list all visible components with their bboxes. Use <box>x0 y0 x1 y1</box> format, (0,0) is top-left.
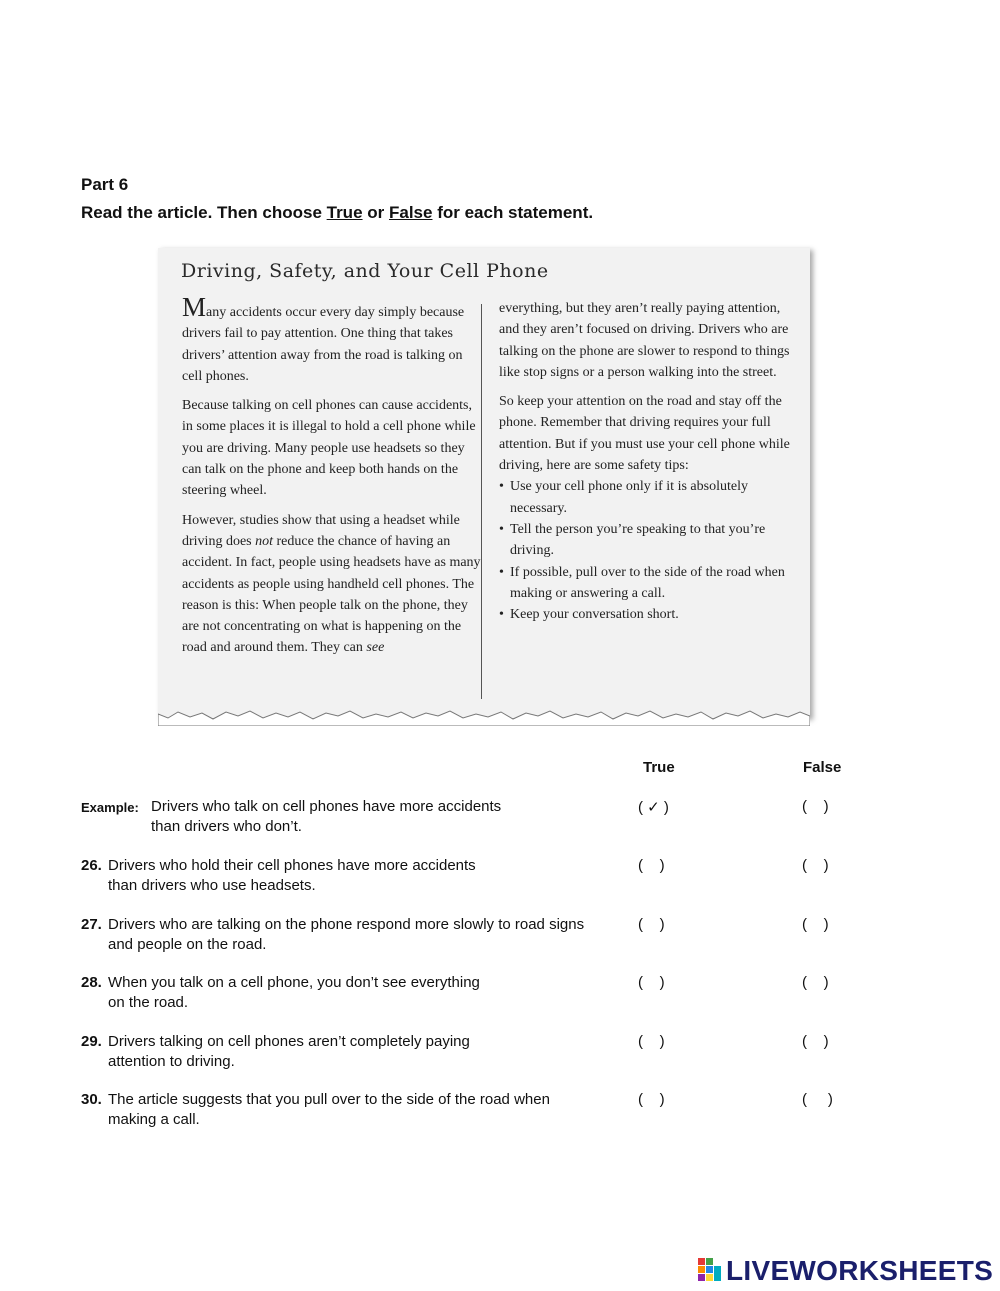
liveworksheets-logo[interactable] <box>698 1256 993 1286</box>
true-word: True <box>326 203 363 222</box>
false-choice[interactable]: ( ) <box>802 798 829 815</box>
article-paragraph-3: However, studies show that using a headset while driving does not reduce the chance of having an accident. In fact, people using headsets have as many accidents as people using handheld cell phones. The reason is this: When people talk on the phone, they are not concentrating on what is happening on the road and around them. They can see <box>182 512 481 656</box>
list-item: • Use your cell phone only if it is absolutely necessary. <box>499 476 799 519</box>
article-title: Driving, Safety, and Your Cell Phone <box>181 260 549 282</box>
logo-text: LIVEWORKSHEETS <box>726 1255 994 1286</box>
question-number: 26. <box>81 857 102 874</box>
question-29 <box>81 1033 881 1077</box>
question-number: 27. <box>81 916 102 933</box>
question-26 <box>81 857 881 901</box>
article-paragraph-5: So keep your attention on the road and stay off the phone. Remember that driving requires your full attention. But if you must use your cell phone while driving, here are some safety tips: <box>499 394 790 474</box>
question-text: Drivers who talk on cell phones have more accidents <box>151 798 502 815</box>
question-text: When you talk on a cell phone, you don’t see everything <box>108 974 480 991</box>
instruction: Read the article. Then choose True or False for each statement. <box>81 203 594 222</box>
true-choice[interactable]: ( ) <box>638 974 665 991</box>
question-text-continued: making a call. <box>108 1111 200 1128</box>
question-number: 28. <box>81 974 102 991</box>
false-choice[interactable]: ( ) <box>802 916 829 933</box>
question-30 <box>81 1091 881 1135</box>
article-image <box>158 248 810 718</box>
column-divider <box>481 304 482 699</box>
false-choice[interactable]: ( ) <box>802 1091 833 1108</box>
true-choice[interactable]: ( ✓ ) <box>638 799 669 816</box>
article-left-column <box>182 292 482 667</box>
question-number: 29. <box>81 1033 102 1050</box>
list-item: • If possible, pull over to the side of the road when making or answering a call. <box>499 562 799 605</box>
question-example <box>81 798 881 842</box>
question-number: 30. <box>81 1091 102 1108</box>
safety-tips-list <box>499 476 799 625</box>
torn-edge <box>158 704 810 726</box>
article-right-column <box>499 298 799 625</box>
false-choice[interactable]: ( ) <box>802 974 829 991</box>
article-paragraph-1: Many accidents occur every day simply because drivers fail to pay attention. One thing that takes drivers’ attention away from the road is talking on cell phones. <box>182 292 465 384</box>
question-28 <box>81 974 881 1018</box>
question-27 <box>81 916 881 960</box>
question-number: Example: <box>81 800 139 815</box>
question-text-continued: than drivers who use headsets. <box>108 877 316 894</box>
list-item: • Tell the person you’re speaking to that you’re driving. <box>499 519 799 562</box>
false-column-header: False <box>803 759 842 776</box>
question-text-continued: and people on the road. <box>108 936 267 953</box>
question-text: Drivers who are talking on the phone respond more slowly to road signs <box>108 916 585 933</box>
article-paragraph-2: Because talking on cell phones can cause accidents, in some places it is illegal to hold a cell phone while you are driving. Many people use headsets so they can talk on the phone and keep both hands on the steering wheel. <box>182 398 476 499</box>
question-text: Drivers talking on cell phones aren’t completely paying <box>108 1033 470 1050</box>
question-text: The article suggests that you pull over to the side of the road when <box>108 1091 550 1108</box>
logo-blocks-icon <box>698 1258 722 1284</box>
list-item: • Keep your conversation short. <box>499 604 799 625</box>
false-choice[interactable]: ( ) <box>802 857 829 874</box>
question-text-continued: attention to driving. <box>108 1053 235 1070</box>
question-text-continued: on the road. <box>108 994 189 1011</box>
question-text-continued: than drivers who don’t. <box>151 818 302 835</box>
true-choice[interactable]: ( ) <box>638 916 665 933</box>
question-text: Drivers who hold their cell phones have more accidents <box>108 857 476 874</box>
false-choice[interactable]: ( ) <box>802 1033 829 1050</box>
true-column-header: True <box>643 759 675 776</box>
true-choice[interactable]: ( ) <box>638 1033 665 1050</box>
article-paragraph-4: everything, but they aren’t really paying attention, and they aren’t focused on driving. Drivers who are talking on the phone are slower to respond to things like stop signs or a person walking into the street. <box>499 301 790 380</box>
false-word: False <box>388 203 433 222</box>
true-choice[interactable]: ( ) <box>638 857 665 874</box>
part-title: Part 6 <box>81 175 129 194</box>
true-choice[interactable]: ( ) <box>638 1091 665 1108</box>
